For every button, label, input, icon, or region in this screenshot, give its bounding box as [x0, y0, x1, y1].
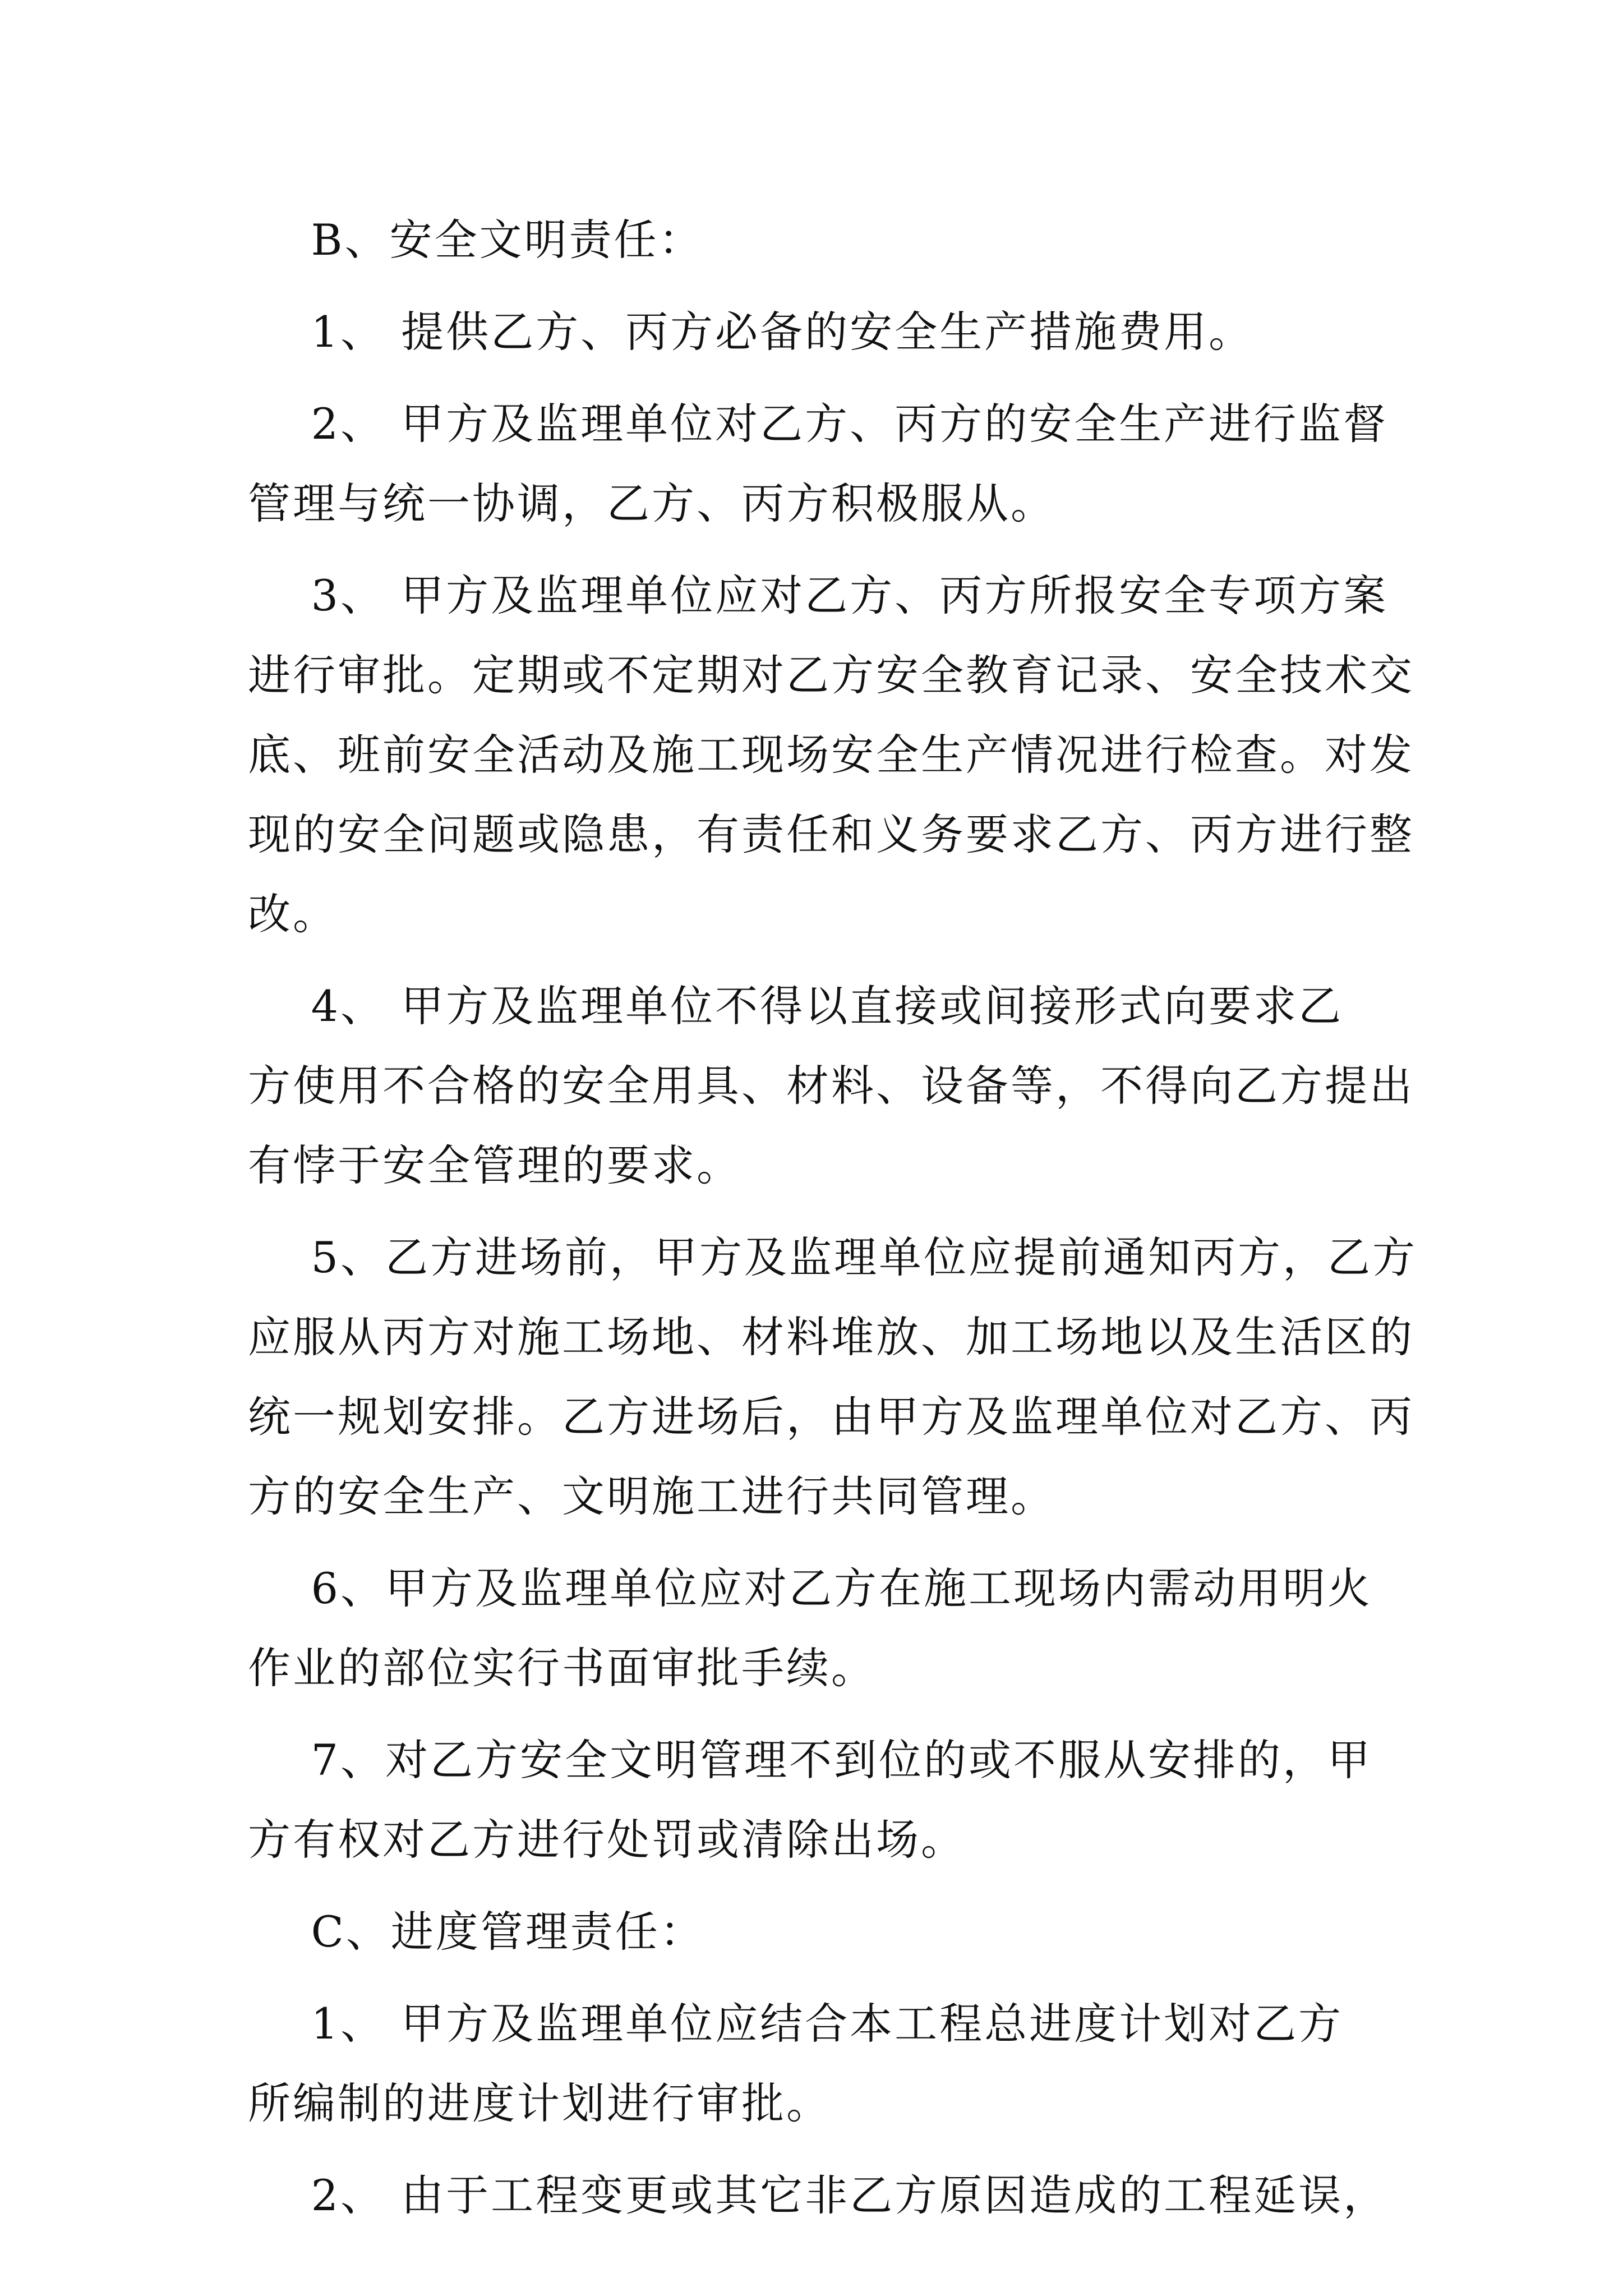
paragraph-line: 1、 提供乙方、丙方必备的安全生产措施费用。 — [248, 307, 1254, 357]
paragraph-line: 底、班前安全活动及施工现场安全生产情况进行检查。对发 — [248, 730, 1414, 780]
paragraph-line: 5、乙方进场前，甲方及监理单位应提前通知丙方，乙方 — [248, 1232, 1417, 1282]
paragraph-line: 现的安全问题或隐患，有责任和义务要求乙方、丙方进行整 — [248, 809, 1414, 859]
paragraph-line: 方的安全生产、文明施工进行共同管理。 — [248, 1471, 1055, 1521]
section-heading-c: C、进度管理责任： — [248, 1907, 705, 1957]
body-text — [248, 200, 1417, 2235]
paragraph-line: 4、 甲方及监理单位不得以直接或间接形式向要求乙 — [248, 981, 1344, 1031]
paragraph-line: 1、 甲方及监理单位应结合本工程总进度计划对乙方 — [248, 1999, 1344, 2049]
paragraph-line: 作业的部位实行书面审批手续。 — [248, 1643, 876, 1693]
paragraph-line: 6、甲方及监理单位应对乙方在施工现场内需动用明火 — [248, 1563, 1372, 1613]
paragraph-line: 改。 — [248, 889, 338, 939]
paragraph-line: 统一规划安排。乙方进场后，由甲方及监理单位对乙方、丙 — [248, 1392, 1414, 1442]
paragraph-line: 有悖于安全管理的要求。 — [248, 1140, 741, 1190]
paragraph-line: 2、 由于工程变更或其它非乙方原因造成的工程延误， — [248, 2170, 1389, 2220]
paragraph-line: 7、对乙方安全文明管理不到位的或不服从安排的，甲 — [248, 1735, 1372, 1785]
paragraph-line: 3、 甲方及监理单位应对乙方、丙方所报安全专项方案 — [248, 570, 1389, 620]
paragraph-line: 管理与统一协调，乙方、丙方积极服从。 — [248, 478, 1055, 528]
paragraph-line: 进行审批。定期或不定期对乙方安全教育记录、安全技术交 — [248, 650, 1414, 700]
section-heading-b: B、安全文明责任： — [248, 215, 704, 265]
paragraph-line: 所编制的进度计划进行审批。 — [248, 2078, 831, 2128]
paragraph-line: 方使用不合格的安全用具、材料、设备等，不得向乙方提出 — [248, 1061, 1414, 1111]
paragraph-line: 方有权对乙方进行处罚或清除出场。 — [248, 1815, 966, 1865]
paragraph-line: 应服从丙方对施工场地、材料堆放、加工场地以及生活区的 — [248, 1312, 1414, 1362]
paragraph-line: 2、 甲方及监理单位对乙方、丙方的安全生产进行监督 — [248, 399, 1389, 449]
